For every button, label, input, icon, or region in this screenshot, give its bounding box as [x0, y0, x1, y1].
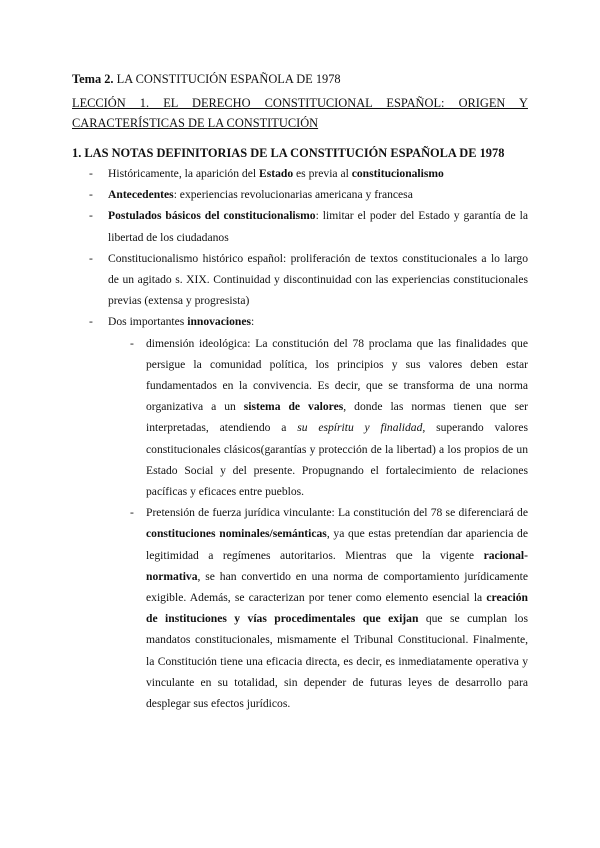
sub-list-item: - Pretensión de fuerza jurídica vinculante: La constitución del 78 se diferenciará de constituciones nominales/semánticas, ya que estas pretendían dar apariencia de legitimidad a regímenes autoritarios. Mientras que la vigente racional-normativa, se han convertido en una norma de comportamiento jurídicamente exigible. Además, se caracterizan por tener como elemento esencial la creación de instituciones y vías procedimentales que exijan que se cumplan los mandatos constitucionales, mismamente el Tribunal Constitucional. Finalmente, la Constitución tiene una eficacia directa, es decir, es inmediatamente operativa y vinculante en su totalidad, sin depender de futuras leyes de desarrollo para desplegar sus efectos jurídicos. [92, 502, 528, 714]
topic-text: LA CONSTITUCIÓN ESPAÑOLA DE 1978 [116, 72, 341, 86]
sub-list-item: - dimensión ideológica: La constitución del 78 proclama que las finalidades que persigue la comunidad política, los principios y sus valores deben estar fundamentados en la convivencia. Es decir, que se transforma de una norma organizativa a un sistema de valores, donde las normas tienen que ser interpretadas, atendiendo a su espíritu y finalidad, superando valores constitucionales clásicos(garantías y protección de la libertad) a los propios de un Estado Social y del presente. Propugnando el fortalecimiento de relaciones pacíficas y eficaces entre pueblos. [92, 333, 528, 503]
list-item: - Postulados básicos del constitucionalismo: limitar el poder del Estado y garantía de la libertad de los ciudadanos [72, 205, 528, 247]
list-item: - Antecedentes: experiencias revolucionarias americana y francesa [72, 184, 528, 205]
list-item: - Históricamente, la aparición del Estado es previa al constitucionalismo [72, 163, 528, 184]
sub-list [92, 333, 528, 715]
list-item: - Constitucionalismo histórico español: proliferación de textos constitucionales a lo largo de un agitado s. XIX. Continuidad y discontinuidad con las experiencias constitucionales previas (extensa y progresista) [72, 248, 528, 312]
bullet-list [72, 163, 528, 714]
topic-number: Tema 2. [72, 72, 114, 86]
lesson-heading: LECCIÓN 1. EL DERECHO CONSTITUCIONAL ESPAÑOL: ORIGEN Y CARACTERÍSTICAS DE LA CONSTITUCIÓN [72, 96, 528, 130]
section-heading: 1. LAS NOTAS DEFINITORIAS DE LA CONSTITUCIÓN ESPAÑOLA DE 1978 [72, 146, 505, 160]
topic-title [72, 71, 341, 88]
list-item: - Dos importantes innovaciones: - dimensión ideológica: La constitución del 78 proclama que las finalidades que persigue la comunidad política, los principios y sus valores deben estar fundamentados en la convivencia. Es decir, que se transforma de una norma organizativa a un sistema de valores, donde las normas tienen que ser interpretadas, atendiendo a su espíritu y finalidad, superando valores constitucionales clásicos(garantías y protección de la libertad) a los propios de un Estado Social y del presente. Propugnando el fortalecimiento de relaciones pacíficas y eficaces entre pueblos. - Pretensión de fuerza jurídica vinculante: La constitución del 78 se diferenciará de constituciones nominales/semánticas, ya que estas pretendían dar apariencia de legitimidad a regímenes autoritarios. Mientras que la vigente racional-normativa, se han convertido en una norma de comportamiento jurídicamente exigible. Además, se caracterizan por tener como elemento esencial la creación de instituciones y vías procedimentales que exijan que se cumplan los mandatos constitucionales, mismamente el Tribunal Constitucional. Finalmente, la Constitución tiene una eficacia directa, es decir, es inmediatamente operativa y vinculante en su totalidad, sin depender de futuras leyes de desarrollo para desplegar sus efectos jurídicos. [72, 311, 528, 714]
